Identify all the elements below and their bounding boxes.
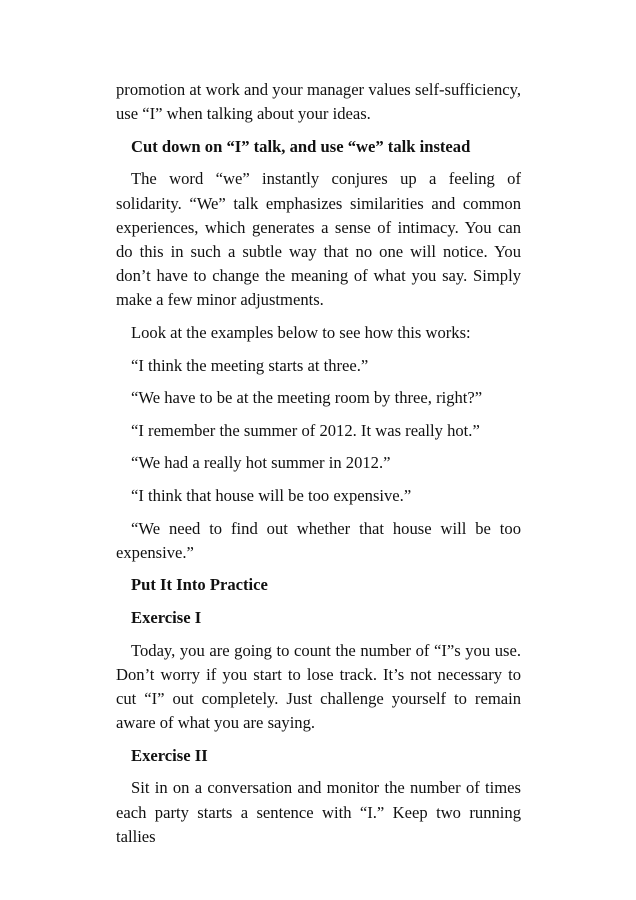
exercise-1-heading: Exercise I (131, 607, 202, 627)
paragraph-continuation: promotion at work and your manager values self-sufficiency, use “I” when talking about your ideas. (116, 80, 521, 124)
example-quote-3: “I remember the summer of 2012. It was really hot.” (131, 420, 480, 440)
example-quote-5: “I think that house will be too expensive.” (131, 485, 412, 505)
example-quote-4: “We had a really hot summer in 2012.” (131, 453, 391, 473)
paragraph-we-solidarity: The word “we” instantly conjures up a feeling of solidarity. “We” talk emphasizes similarities and common experiences, which generates a sense of intimacy. You can do this in such a subtle way that no one will notice. You don’t have to change the meaning of what you say. Simply make a few minor adjustments. (116, 169, 521, 310)
exercise-2-heading: Exercise II (131, 745, 208, 765)
exercise-1-body: Today, you are going to count the number of “I”s you use. Don’t worry if you start to lose track. It’s not necessary to cut “I” out completely. Just challenge yourself to remain aware of what you are saying. (116, 640, 521, 733)
paragraph-examples-intro: Look at the examples below to see how this works: (131, 323, 471, 342)
section-heading-practice: Put It Into Practice (131, 575, 268, 595)
section-heading-we-talk: Cut down on “I” talk, and use “we” talk instead (131, 136, 471, 156)
document-page (116, 78, 521, 857)
example-quote-2: “We have to be at the meeting room by three, right?” (131, 388, 483, 408)
example-quote-6: “We need to find out whether that house will be too expensive.” (116, 518, 521, 562)
example-quote-1: “I think the meeting starts at three.” (131, 355, 369, 375)
exercise-2-body: Sit in on a conversation and monitor the number of times each party starts a sentence with “I.” Keep two running tallies (116, 778, 521, 846)
